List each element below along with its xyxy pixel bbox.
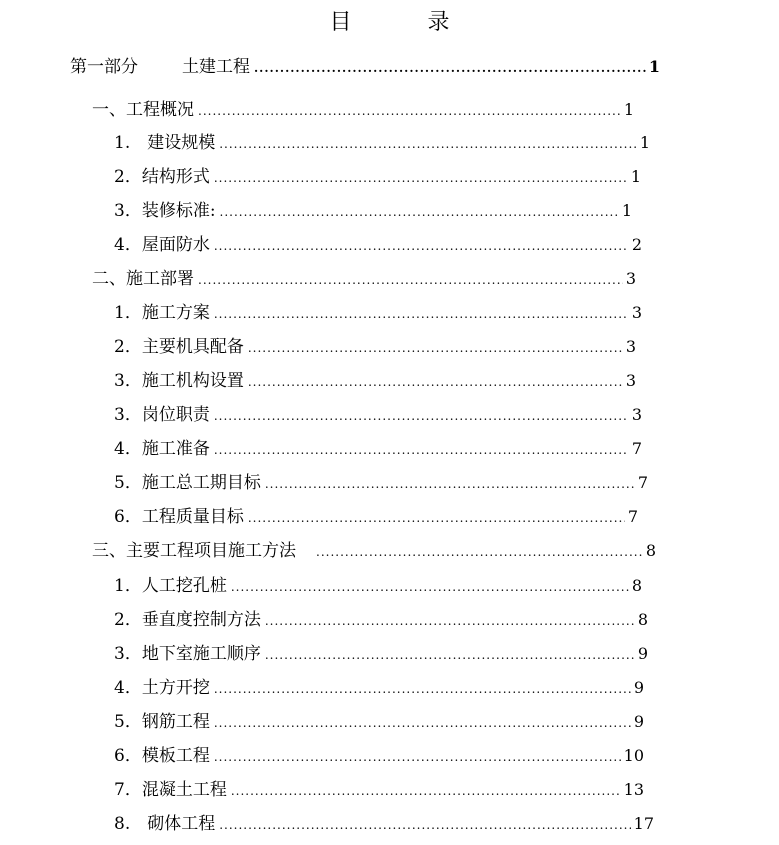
leader-dots: [265, 644, 635, 666]
entry-label: 6．工程质量目标: [114, 507, 244, 527]
toc-entry-row[interactable]: [114, 200, 632, 223]
entry-label: 1．人工挖孔桩: [114, 576, 227, 596]
leader-dots: [265, 610, 635, 632]
toc-entry-row[interactable]: [114, 779, 644, 802]
page-number: 3: [625, 269, 636, 288]
leader-dots: [219, 133, 637, 155]
page-number: 3: [631, 405, 642, 424]
leader-dots: [214, 167, 628, 189]
page-number: 10: [623, 746, 644, 765]
toc-section-row[interactable]: [92, 99, 634, 122]
toc-entry-row[interactable]: [114, 575, 642, 598]
leader-dots: [231, 576, 629, 598]
page-number: 1: [648, 57, 660, 76]
page-number: 3: [625, 337, 636, 356]
entry-label: 三、主要工程项目施工方法: [92, 541, 296, 561]
page-number: 3: [631, 303, 642, 322]
toc-entry-row[interactable]: [114, 745, 644, 768]
page-number: 1: [639, 133, 650, 152]
toc-entry-row[interactable]: [114, 813, 654, 836]
toc-section-row[interactable]: [92, 540, 656, 563]
page-number: 9: [637, 644, 648, 663]
entry-label: 6．模板工程: [114, 746, 210, 766]
leader-dots: [214, 746, 621, 768]
toc-entry-row[interactable]: [114, 166, 641, 189]
entry-label: 一、工程概况: [92, 100, 194, 120]
leader-dots: [214, 405, 629, 427]
page-number: 7: [637, 473, 648, 492]
page-number: 8: [637, 610, 648, 629]
entry-label: 5．施工总工期目标: [114, 473, 261, 493]
page-number: 1: [621, 201, 632, 220]
leader-dots: [248, 507, 625, 529]
page-number: 17: [633, 814, 654, 833]
page-number: 7: [631, 439, 642, 458]
leader-dots: [214, 439, 629, 461]
toc-entry-row[interactable]: [114, 643, 648, 666]
entry-label: 2．结构形式: [114, 167, 210, 187]
toc-entry-row[interactable]: [114, 711, 644, 734]
page-number: 1: [623, 100, 634, 119]
toc-part-row[interactable]: [70, 56, 660, 79]
entry-label: 3．地下室施工顺序: [114, 644, 261, 664]
toc-entry-row[interactable]: [114, 472, 648, 495]
page-number: 13: [623, 780, 644, 799]
leader-dots: [248, 337, 623, 359]
entry-label: 4．土方开挖: [114, 678, 210, 698]
leader-dots: [214, 303, 629, 325]
leader-dots: [220, 201, 619, 223]
toc-entry-row[interactable]: [114, 370, 636, 393]
toc-entry-row[interactable]: [114, 506, 638, 529]
entry-label: 4．屋面防水: [114, 235, 210, 255]
entry-label: 3．施工机构设置: [114, 371, 244, 391]
page-number: 8: [645, 541, 656, 560]
title-char-1: 目: [329, 10, 352, 35]
toc-entry-row[interactable]: [114, 336, 636, 359]
entry-label: 7．混凝土工程: [114, 780, 227, 800]
part-label: 第一部分 土建工程: [70, 57, 250, 77]
leader-dots: [214, 678, 631, 700]
page-number: 2: [631, 235, 642, 254]
entry-label: 3．装修标准:: [114, 201, 216, 221]
page-number: 1: [630, 167, 641, 186]
title-char-2: 录: [427, 10, 450, 35]
toc-entry-row[interactable]: [114, 302, 642, 325]
leader-dots: [254, 57, 646, 79]
page-number: 9: [633, 678, 644, 697]
toc-entry-row[interactable]: [114, 438, 642, 461]
entry-label: 3．岗位职责: [114, 405, 210, 425]
toc-entry-row[interactable]: [114, 404, 642, 427]
toc-entry-row[interactable]: [114, 132, 650, 155]
entry-label: 4．施工准备: [114, 439, 210, 459]
leader-dots: [265, 473, 635, 495]
toc-section-row[interactable]: [92, 268, 636, 291]
entry-label: 1. 建设规模: [114, 133, 216, 153]
leader-dots: [214, 235, 629, 257]
toc-entry-row[interactable]: [114, 609, 648, 632]
entry-label: 2．主要机具配备: [114, 337, 244, 357]
leader-dots: [316, 541, 643, 563]
page-number: 9: [633, 712, 644, 731]
page-number: 7: [627, 507, 638, 526]
entry-label: 1．施工方案: [114, 303, 210, 323]
page-title: [0, 8, 779, 38]
entry-label: 5．钢筋工程: [114, 712, 210, 732]
entry-label: 8. 砌体工程: [114, 814, 216, 834]
leader-dots: [198, 269, 623, 291]
toc-entry-row[interactable]: [114, 234, 642, 257]
page-number: 3: [625, 371, 636, 390]
entry-label: 2．垂直度控制方法: [114, 610, 261, 630]
leader-dots: [248, 371, 623, 393]
leader-dots: [198, 100, 621, 122]
leader-dots: [231, 780, 621, 802]
leader-dots: [219, 814, 630, 836]
toc-entry-row[interactable]: [114, 677, 644, 700]
entry-label: 二、施工部署: [92, 269, 194, 289]
leader-dots: [214, 712, 631, 734]
page-number: 8: [631, 576, 642, 595]
